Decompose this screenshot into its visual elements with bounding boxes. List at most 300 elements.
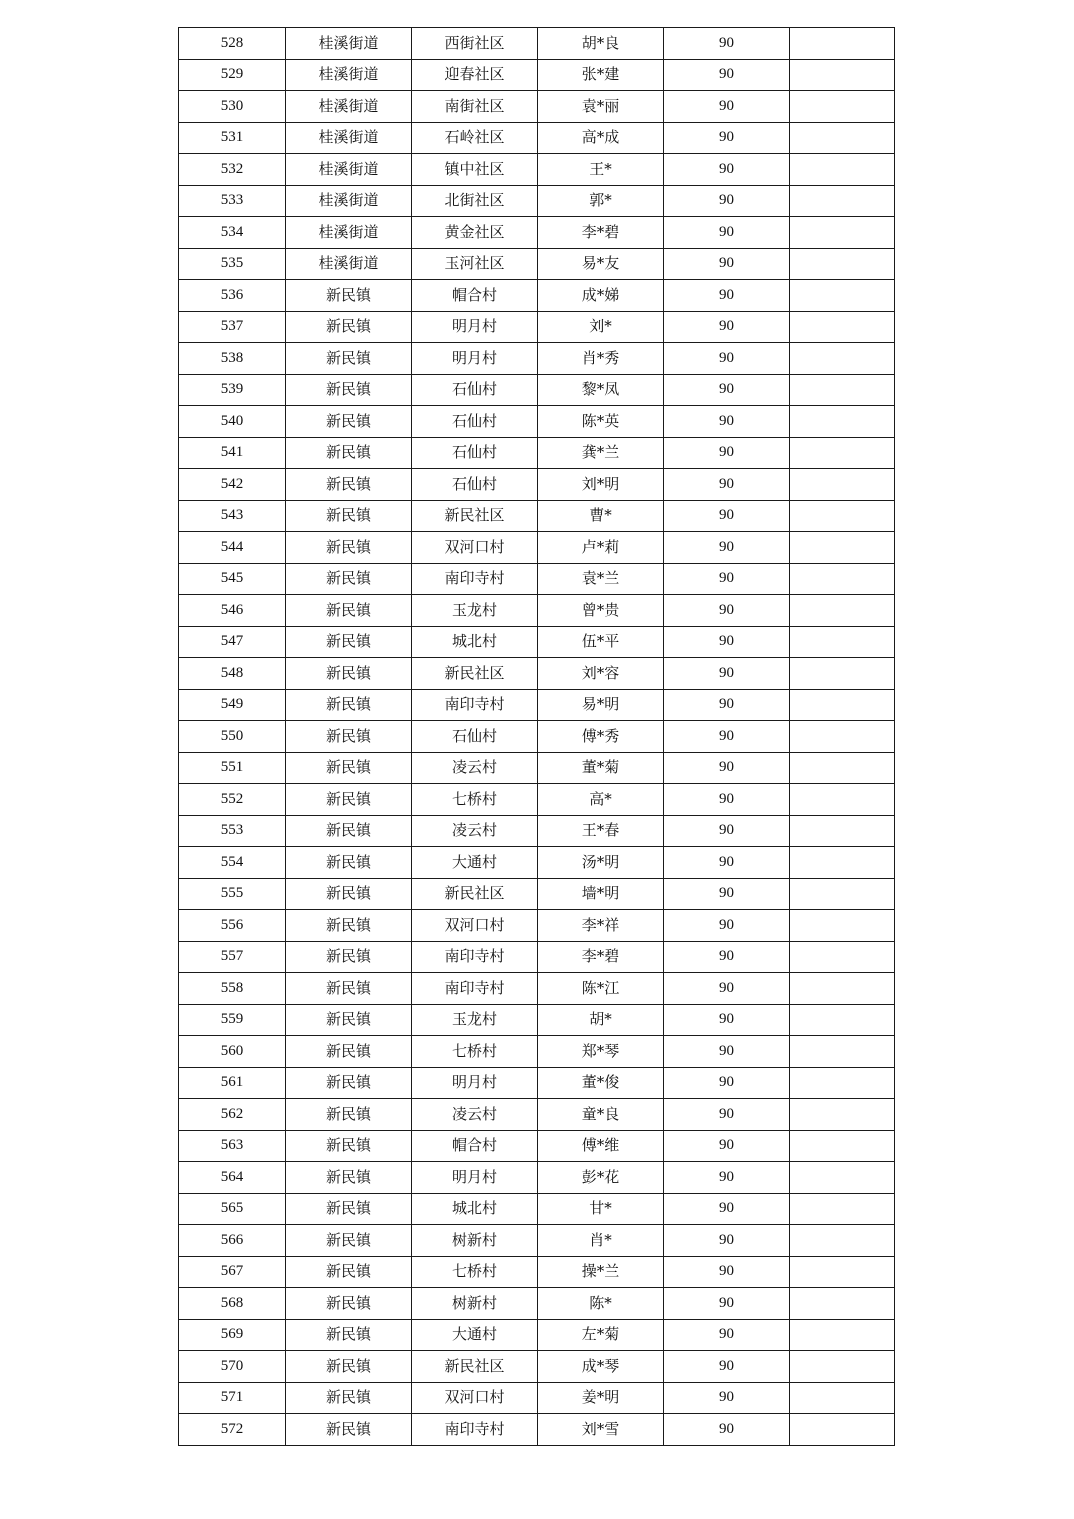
roster-table xyxy=(178,27,895,1446)
cell-score: 90 xyxy=(664,1162,790,1194)
cell-score: 90 xyxy=(664,941,790,973)
table-row xyxy=(179,784,895,816)
cell-street: 桂溪街道 xyxy=(286,122,412,154)
cell-person-name: 陈* xyxy=(538,1288,664,1320)
cell-note xyxy=(790,721,895,753)
cell-street: 桂溪街道 xyxy=(286,154,412,186)
cell-score: 90 xyxy=(664,343,790,375)
cell-score: 90 xyxy=(664,59,790,91)
cell-number: 559 xyxy=(179,1004,286,1036)
table-row xyxy=(179,59,895,91)
table-row xyxy=(179,185,895,217)
cell-street: 新民镇 xyxy=(286,1319,412,1351)
table-row xyxy=(179,1351,895,1383)
cell-street: 新民镇 xyxy=(286,469,412,501)
cell-street: 桂溪街道 xyxy=(286,248,412,280)
cell-community: 大通村 xyxy=(412,1319,538,1351)
cell-street: 新民镇 xyxy=(286,784,412,816)
table-row xyxy=(179,1288,895,1320)
cell-note xyxy=(790,217,895,249)
cell-number: 568 xyxy=(179,1288,286,1320)
table-row xyxy=(179,595,895,627)
table-row xyxy=(179,941,895,973)
cell-community: 帽合村 xyxy=(412,280,538,312)
cell-person-name: 傅*秀 xyxy=(538,721,664,753)
cell-score: 90 xyxy=(664,1319,790,1351)
cell-street: 新民镇 xyxy=(286,1036,412,1068)
cell-number: 544 xyxy=(179,532,286,564)
cell-number: 564 xyxy=(179,1162,286,1194)
cell-street: 新民镇 xyxy=(286,1130,412,1162)
cell-community: 帽合村 xyxy=(412,1130,538,1162)
cell-community: 南印寺村 xyxy=(412,941,538,973)
cell-person-name: 陈*江 xyxy=(538,973,664,1005)
cell-person-name: 胡* xyxy=(538,1004,664,1036)
cell-street: 桂溪街道 xyxy=(286,217,412,249)
cell-number: 531 xyxy=(179,122,286,154)
cell-number: 530 xyxy=(179,91,286,123)
cell-person-name: 龚*兰 xyxy=(538,437,664,469)
cell-note xyxy=(790,752,895,784)
cell-community: 树新村 xyxy=(412,1288,538,1320)
cell-number: 546 xyxy=(179,595,286,627)
cell-person-name: 彭*花 xyxy=(538,1162,664,1194)
table-row xyxy=(179,1414,895,1446)
cell-note xyxy=(790,469,895,501)
cell-community: 玉河社区 xyxy=(412,248,538,280)
cell-street: 新民镇 xyxy=(286,1225,412,1257)
cell-street: 桂溪街道 xyxy=(286,28,412,60)
cell-street: 新民镇 xyxy=(286,1099,412,1131)
cell-number: 554 xyxy=(179,847,286,879)
cell-street: 新民镇 xyxy=(286,343,412,375)
cell-community: 七桥村 xyxy=(412,1036,538,1068)
cell-note xyxy=(790,941,895,973)
cell-score: 90 xyxy=(664,185,790,217)
cell-score: 90 xyxy=(664,563,790,595)
cell-number: 556 xyxy=(179,910,286,942)
table-row xyxy=(179,721,895,753)
cell-note xyxy=(790,1067,895,1099)
cell-community: 新民社区 xyxy=(412,1351,538,1383)
table-row xyxy=(179,1004,895,1036)
table-row xyxy=(179,343,895,375)
cell-community: 大通村 xyxy=(412,847,538,879)
cell-note xyxy=(790,248,895,280)
cell-street: 新民镇 xyxy=(286,1414,412,1446)
cell-number: 540 xyxy=(179,406,286,438)
cell-street: 新民镇 xyxy=(286,1382,412,1414)
cell-person-name: 董*菊 xyxy=(538,752,664,784)
cell-number: 563 xyxy=(179,1130,286,1162)
cell-note xyxy=(790,59,895,91)
cell-person-name: 黎*凤 xyxy=(538,374,664,406)
cell-note xyxy=(790,689,895,721)
cell-score: 90 xyxy=(664,1036,790,1068)
cell-number: 562 xyxy=(179,1099,286,1131)
cell-person-name: 王*春 xyxy=(538,815,664,847)
cell-street: 新民镇 xyxy=(286,721,412,753)
cell-score: 90 xyxy=(664,437,790,469)
cell-community: 石仙村 xyxy=(412,469,538,501)
cell-score: 90 xyxy=(664,91,790,123)
cell-person-name: 易*友 xyxy=(538,248,664,280)
cell-note xyxy=(790,1288,895,1320)
cell-score: 90 xyxy=(664,122,790,154)
cell-score: 90 xyxy=(664,28,790,60)
cell-note xyxy=(790,343,895,375)
cell-community: 南印寺村 xyxy=(412,973,538,1005)
cell-number: 545 xyxy=(179,563,286,595)
cell-community: 玉龙村 xyxy=(412,1004,538,1036)
cell-street: 桂溪街道 xyxy=(286,59,412,91)
cell-street: 新民镇 xyxy=(286,752,412,784)
cell-community: 凌云村 xyxy=(412,752,538,784)
cell-person-name: 李*碧 xyxy=(538,941,664,973)
table-row xyxy=(179,626,895,658)
cell-number: 572 xyxy=(179,1414,286,1446)
cell-note xyxy=(790,1036,895,1068)
table-row xyxy=(179,374,895,406)
cell-person-name: 墙*明 xyxy=(538,878,664,910)
cell-score: 90 xyxy=(664,1256,790,1288)
cell-score: 90 xyxy=(664,1382,790,1414)
table-row xyxy=(179,280,895,312)
cell-note xyxy=(790,1382,895,1414)
cell-score: 90 xyxy=(664,1130,790,1162)
cell-street: 新民镇 xyxy=(286,311,412,343)
cell-street: 新民镇 xyxy=(286,1067,412,1099)
cell-score: 90 xyxy=(664,374,790,406)
cell-street: 新民镇 xyxy=(286,910,412,942)
cell-street: 桂溪街道 xyxy=(286,91,412,123)
cell-score: 90 xyxy=(664,500,790,532)
cell-number: 547 xyxy=(179,626,286,658)
cell-score: 90 xyxy=(664,689,790,721)
cell-score: 90 xyxy=(664,406,790,438)
table-row xyxy=(179,878,895,910)
cell-note xyxy=(790,91,895,123)
table-row xyxy=(179,973,895,1005)
cell-number: 565 xyxy=(179,1193,286,1225)
table-row xyxy=(179,532,895,564)
cell-note xyxy=(790,1225,895,1257)
cell-note xyxy=(790,878,895,910)
cell-person-name: 李*祥 xyxy=(538,910,664,942)
table-row xyxy=(179,437,895,469)
cell-person-name: 王* xyxy=(538,154,664,186)
cell-note xyxy=(790,154,895,186)
cell-score: 90 xyxy=(664,878,790,910)
cell-number: 555 xyxy=(179,878,286,910)
roster-table-body xyxy=(179,28,895,1446)
cell-person-name: 高* xyxy=(538,784,664,816)
table-row xyxy=(179,122,895,154)
cell-number: 529 xyxy=(179,59,286,91)
cell-community: 南街社区 xyxy=(412,91,538,123)
cell-community: 西街社区 xyxy=(412,28,538,60)
table-row xyxy=(179,469,895,501)
cell-note xyxy=(790,1162,895,1194)
cell-score: 90 xyxy=(664,626,790,658)
table-row xyxy=(179,1319,895,1351)
cell-community: 凌云村 xyxy=(412,1099,538,1131)
cell-note xyxy=(790,185,895,217)
table-row xyxy=(179,847,895,879)
cell-note xyxy=(790,374,895,406)
cell-number: 566 xyxy=(179,1225,286,1257)
cell-street: 新民镇 xyxy=(286,1162,412,1194)
cell-number: 536 xyxy=(179,280,286,312)
table-row xyxy=(179,311,895,343)
cell-note xyxy=(790,532,895,564)
cell-score: 90 xyxy=(664,1193,790,1225)
cell-number: 550 xyxy=(179,721,286,753)
cell-street: 新民镇 xyxy=(286,973,412,1005)
cell-note xyxy=(790,28,895,60)
cell-note xyxy=(790,1256,895,1288)
cell-community: 南印寺村 xyxy=(412,689,538,721)
cell-number: 561 xyxy=(179,1067,286,1099)
cell-note xyxy=(790,1319,895,1351)
cell-person-name: 汤*明 xyxy=(538,847,664,879)
cell-street: 新民镇 xyxy=(286,280,412,312)
cell-person-name: 傅*维 xyxy=(538,1130,664,1162)
table-row xyxy=(179,658,895,690)
cell-street: 新民镇 xyxy=(286,1288,412,1320)
cell-street: 新民镇 xyxy=(286,374,412,406)
cell-person-name: 甘* xyxy=(538,1193,664,1225)
cell-score: 90 xyxy=(664,1099,790,1131)
cell-person-name: 刘*容 xyxy=(538,658,664,690)
cell-community: 玉龙村 xyxy=(412,595,538,627)
cell-community: 城北村 xyxy=(412,1193,538,1225)
cell-person-name: 刘*明 xyxy=(538,469,664,501)
cell-street: 新民镇 xyxy=(286,847,412,879)
cell-note xyxy=(790,910,895,942)
cell-community: 南印寺村 xyxy=(412,1414,538,1446)
cell-person-name: 袁*丽 xyxy=(538,91,664,123)
cell-score: 90 xyxy=(664,784,790,816)
cell-person-name: 郭* xyxy=(538,185,664,217)
cell-score: 90 xyxy=(664,1067,790,1099)
cell-number: 548 xyxy=(179,658,286,690)
cell-person-name: 郑*琴 xyxy=(538,1036,664,1068)
cell-street: 新民镇 xyxy=(286,658,412,690)
cell-community: 双河口村 xyxy=(412,1382,538,1414)
cell-number: 553 xyxy=(179,815,286,847)
cell-note xyxy=(790,784,895,816)
cell-score: 90 xyxy=(664,595,790,627)
table-row xyxy=(179,1256,895,1288)
cell-street: 新民镇 xyxy=(286,437,412,469)
cell-number: 552 xyxy=(179,784,286,816)
cell-street: 新民镇 xyxy=(286,1256,412,1288)
cell-score: 90 xyxy=(664,910,790,942)
cell-number: 542 xyxy=(179,469,286,501)
table-row xyxy=(179,1382,895,1414)
cell-note xyxy=(790,1351,895,1383)
cell-score: 90 xyxy=(664,1288,790,1320)
cell-score: 90 xyxy=(664,311,790,343)
cell-number: 537 xyxy=(179,311,286,343)
cell-note xyxy=(790,1414,895,1446)
cell-person-name: 肖*秀 xyxy=(538,343,664,375)
table-row xyxy=(179,28,895,60)
cell-community: 迎春社区 xyxy=(412,59,538,91)
cell-community: 明月村 xyxy=(412,1067,538,1099)
table-row xyxy=(179,154,895,186)
table-row xyxy=(179,1193,895,1225)
table-row xyxy=(179,248,895,280)
cell-number: 543 xyxy=(179,500,286,532)
cell-note xyxy=(790,1130,895,1162)
cell-note xyxy=(790,595,895,627)
cell-street: 新民镇 xyxy=(286,815,412,847)
cell-note xyxy=(790,658,895,690)
cell-score: 90 xyxy=(664,217,790,249)
table-row xyxy=(179,500,895,532)
table-row xyxy=(179,815,895,847)
cell-score: 90 xyxy=(664,1351,790,1383)
cell-street: 新民镇 xyxy=(286,1004,412,1036)
cell-person-name: 伍*平 xyxy=(538,626,664,658)
table-row xyxy=(179,1225,895,1257)
cell-score: 90 xyxy=(664,721,790,753)
cell-number: 569 xyxy=(179,1319,286,1351)
cell-score: 90 xyxy=(664,280,790,312)
cell-community: 双河口村 xyxy=(412,532,538,564)
cell-number: 549 xyxy=(179,689,286,721)
cell-note xyxy=(790,815,895,847)
cell-community: 城北村 xyxy=(412,626,538,658)
table-row xyxy=(179,1099,895,1131)
cell-score: 90 xyxy=(664,469,790,501)
cell-note xyxy=(790,847,895,879)
cell-number: 570 xyxy=(179,1351,286,1383)
cell-person-name: 易*明 xyxy=(538,689,664,721)
cell-score: 90 xyxy=(664,1225,790,1257)
cell-person-name: 胡*良 xyxy=(538,28,664,60)
cell-note xyxy=(790,626,895,658)
cell-number: 551 xyxy=(179,752,286,784)
cell-note xyxy=(790,311,895,343)
cell-street: 新民镇 xyxy=(286,941,412,973)
cell-score: 90 xyxy=(664,973,790,1005)
cell-street: 新民镇 xyxy=(286,500,412,532)
cell-person-name: 成*琴 xyxy=(538,1351,664,1383)
cell-person-name: 袁*兰 xyxy=(538,563,664,595)
table-row xyxy=(179,563,895,595)
table-row xyxy=(179,406,895,438)
cell-note xyxy=(790,122,895,154)
cell-number: 539 xyxy=(179,374,286,406)
cell-number: 534 xyxy=(179,217,286,249)
cell-community: 明月村 xyxy=(412,343,538,375)
cell-community: 镇中社区 xyxy=(412,154,538,186)
table-row xyxy=(179,910,895,942)
cell-number: 541 xyxy=(179,437,286,469)
cell-community: 黄金社区 xyxy=(412,217,538,249)
cell-community: 七桥村 xyxy=(412,1256,538,1288)
cell-community: 双河口村 xyxy=(412,910,538,942)
cell-community: 明月村 xyxy=(412,311,538,343)
table-row xyxy=(179,1162,895,1194)
cell-person-name: 刘* xyxy=(538,311,664,343)
cell-community: 北街社区 xyxy=(412,185,538,217)
cell-number: 557 xyxy=(179,941,286,973)
cell-community: 南印寺村 xyxy=(412,563,538,595)
cell-community: 树新村 xyxy=(412,1225,538,1257)
cell-street: 新民镇 xyxy=(286,689,412,721)
cell-street: 新民镇 xyxy=(286,563,412,595)
cell-score: 90 xyxy=(664,1414,790,1446)
cell-score: 90 xyxy=(664,154,790,186)
cell-person-name: 张*建 xyxy=(538,59,664,91)
cell-community: 石岭社区 xyxy=(412,122,538,154)
table-row xyxy=(179,1036,895,1068)
cell-score: 90 xyxy=(664,847,790,879)
cell-community: 新民社区 xyxy=(412,878,538,910)
cell-community: 明月村 xyxy=(412,1162,538,1194)
table-row xyxy=(179,1130,895,1162)
cell-street: 新民镇 xyxy=(286,406,412,438)
cell-person-name: 陈*英 xyxy=(538,406,664,438)
cell-note xyxy=(790,437,895,469)
cell-number: 567 xyxy=(179,1256,286,1288)
cell-community: 新民社区 xyxy=(412,658,538,690)
table-row xyxy=(179,752,895,784)
cell-person-name: 高*成 xyxy=(538,122,664,154)
cell-person-name: 卢*莉 xyxy=(538,532,664,564)
cell-community: 石仙村 xyxy=(412,374,538,406)
cell-score: 90 xyxy=(664,752,790,784)
cell-note xyxy=(790,1193,895,1225)
cell-street: 新民镇 xyxy=(286,1351,412,1383)
cell-number: 558 xyxy=(179,973,286,1005)
cell-note xyxy=(790,563,895,595)
cell-number: 532 xyxy=(179,154,286,186)
cell-street: 新民镇 xyxy=(286,595,412,627)
cell-note xyxy=(790,500,895,532)
cell-score: 90 xyxy=(664,532,790,564)
cell-person-name: 姜*明 xyxy=(538,1382,664,1414)
cell-number: 533 xyxy=(179,185,286,217)
table-row xyxy=(179,217,895,249)
cell-community: 石仙村 xyxy=(412,437,538,469)
cell-community: 石仙村 xyxy=(412,721,538,753)
cell-note xyxy=(790,973,895,1005)
cell-person-name: 左*菊 xyxy=(538,1319,664,1351)
cell-score: 90 xyxy=(664,658,790,690)
cell-number: 535 xyxy=(179,248,286,280)
cell-street: 新民镇 xyxy=(286,1193,412,1225)
cell-score: 90 xyxy=(664,248,790,280)
cell-street: 新民镇 xyxy=(286,532,412,564)
cell-person-name: 曾*贵 xyxy=(538,595,664,627)
cell-person-name: 李*碧 xyxy=(538,217,664,249)
cell-number: 528 xyxy=(179,28,286,60)
cell-community: 凌云村 xyxy=(412,815,538,847)
cell-person-name: 操*兰 xyxy=(538,1256,664,1288)
cell-person-name: 董*俊 xyxy=(538,1067,664,1099)
cell-community: 新民社区 xyxy=(412,500,538,532)
cell-note xyxy=(790,280,895,312)
cell-person-name: 成*娣 xyxy=(538,280,664,312)
cell-person-name: 曹* xyxy=(538,500,664,532)
cell-number: 571 xyxy=(179,1382,286,1414)
cell-community: 七桥村 xyxy=(412,784,538,816)
